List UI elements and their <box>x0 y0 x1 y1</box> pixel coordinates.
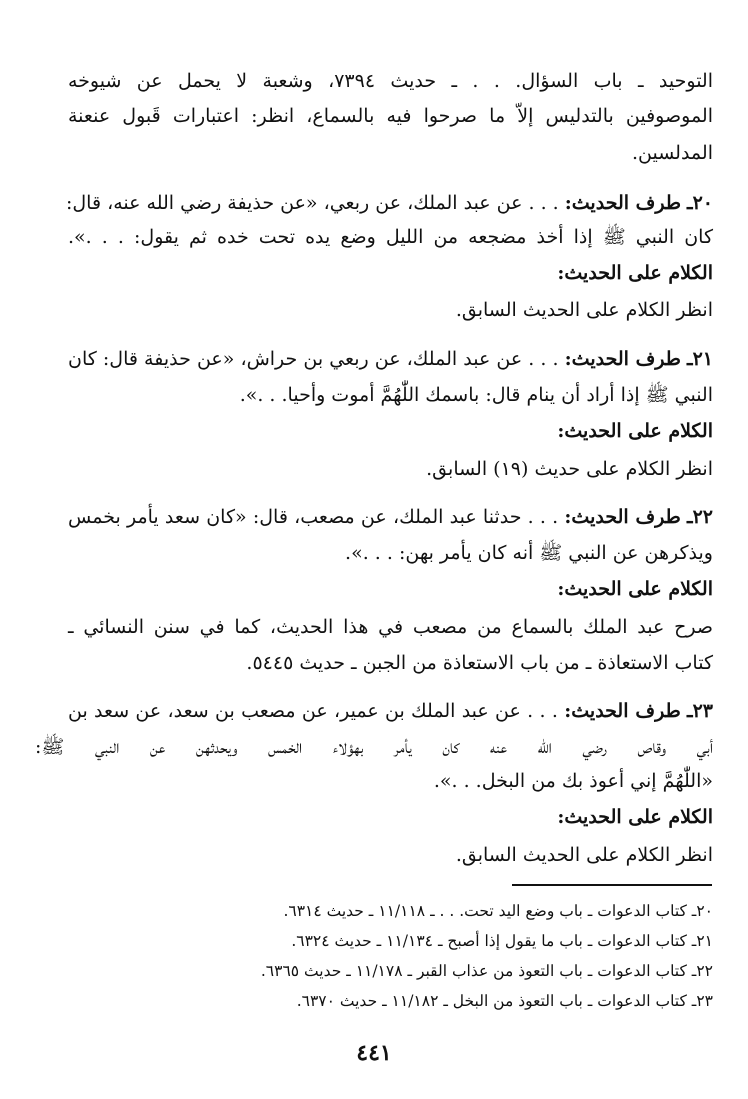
page-number: ٤٤١ <box>356 1040 392 1066</box>
kalam-text: صرح عبد الملك بالسماع من مصعب في هذا الحديث، كما في سنن النسائي ـ <box>68 616 713 638</box>
entry-text: أبي وقاص رضي الله عنه كان يأمر بهؤلاء الخمس ويحدثهن عن النبي ﷺ: <box>35 736 713 758</box>
kalam-label: الكلام على الحديث: <box>557 806 713 828</box>
kalam-text: انظر الكلام على الحديث السابق. <box>455 299 713 321</box>
entry-text: «اللّٰهُمَّ إني أعوذ بك من البخل. . .». <box>433 770 713 792</box>
kalam-text: كتاب الاستعاذة ـ من باب الاستعاذة من الجبن ـ حديث ٥٤٤٥. <box>246 652 713 674</box>
kalam-text: انظر الكلام على حديث (١٩) السابق. <box>426 458 713 480</box>
footnote: ٢٠ـ كتاب الدعوات ـ باب وضع اليد تحت. . . ـ ١١/١١٨ ـ حديث ٦٣١٤. <box>283 902 713 920</box>
entry-text: . . . عن عبد الملك بن عمير، عن مصعب بن سعد، عن سعد بن <box>68 700 558 722</box>
entry-text: كان النبي ﷺ إذا أخذ مضجعه من الليل وضع يده تحت خده ثم يقول: . . .». <box>68 226 713 248</box>
entry-text: ويذكرهن عن النبي ﷺ أنه كان يأمر بهن: . . .». <box>345 542 713 564</box>
kalam-label: الكلام على الحديث: <box>557 578 713 600</box>
kalam-label: الكلام على الحديث: <box>557 420 713 442</box>
hadith-entry-20-line1 <box>65 190 713 216</box>
intro-line: المدلسين. <box>631 142 713 164</box>
hadith-entry-21-line1 <box>68 346 713 372</box>
entry-text: . . . عن عبد الملك، عن ربعي بن حراش، «عن حذيفة قال: كان <box>68 348 559 370</box>
entry-number: ٢٠ـ <box>687 192 713 214</box>
kalam-text: انظر الكلام على الحديث السابق. <box>455 844 713 866</box>
footnote: ٢٢ـ كتاب الدعوات ـ باب التعوذ من عذاب القبر ـ ١١/١٧٨ ـ حديث ٦٣٦٥. <box>260 962 713 980</box>
entry-text: . . . عن عبد الملك، عن ربعي، «عن حذيفة رضي الله عنه، قال: <box>65 192 559 214</box>
entry-label: طرف الحديث: <box>564 506 681 528</box>
footnote-separator <box>512 884 712 886</box>
intro-line: الموصوفين بالتدليس إلاّ ما صرحوا فيه بالسماع، انظر: اعتبارات قَبول عنعنة <box>68 105 714 127</box>
entry-number: ٢١ـ <box>686 348 713 370</box>
hadith-entry-23-line1 <box>68 698 713 724</box>
intro-line: التوحيد ـ باب السؤال. . . ـ حديث ٧٣٩٤، وشعبة لا يحمل عن شيوخه <box>68 70 713 92</box>
footnote: ٢١ـ كتاب الدعوات ـ باب ما يقول إذا أصبح ـ ١١/١٣٤ ـ حديث ٦٣٢٤. <box>291 932 713 950</box>
hadith-entry-22-line1 <box>68 504 713 530</box>
entry-label: طرف الحديث: <box>564 348 681 370</box>
kalam-label: الكلام على الحديث: <box>557 262 713 284</box>
entry-number: ٢٣ـ <box>687 700 713 722</box>
entry-label: طرف الحديث: <box>564 700 681 722</box>
footnote: ٢٣ـ كتاب الدعوات ـ باب التعوذ من البخل ـ ١١/١٨٢ ـ حديث ٦٣٧٠. <box>296 992 713 1010</box>
entry-text: النبي ﷺ إذا أراد أن ينام قال: باسمك اللّٰهُمَّ أموت وأحيا. . .». <box>239 384 713 406</box>
entry-label: طرف الحديث: <box>564 192 681 214</box>
entry-text: . . . حدثنا عبد الملك، عن مصعب، قال: «كان سعد يأمر بخمس <box>68 506 559 528</box>
entry-number: ٢٢ـ <box>687 506 713 528</box>
